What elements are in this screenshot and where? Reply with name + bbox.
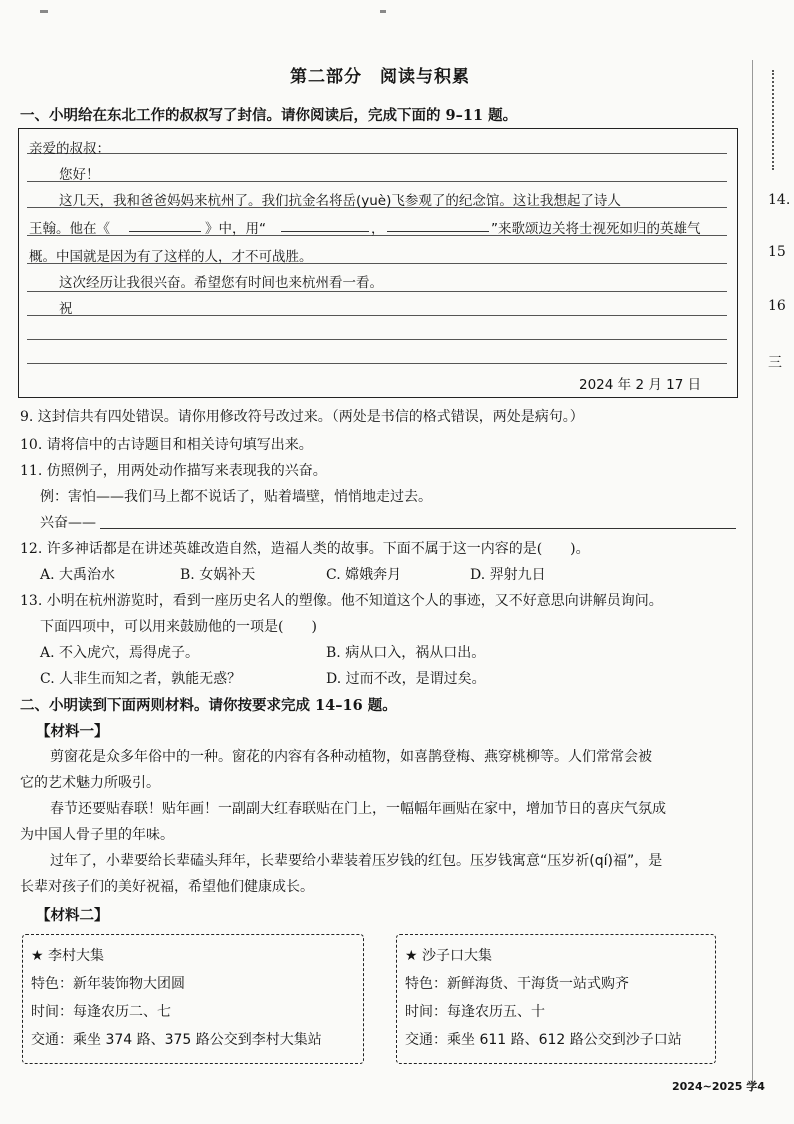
material1-p2-line2: 为中国人骨子里的年味。 <box>20 827 174 843</box>
card2-feature: 特色：新鲜海货、干海货一站式购齐 <box>405 976 629 992</box>
margin-number-14: 14. <box>768 192 791 208</box>
footer-text: 2024~2025 学4 <box>672 1080 765 1093</box>
q12-option-d[interactable]: D. 羿射九日 <box>470 567 546 583</box>
question-13-line1: 13. 小明在杭州游览时，看到一座历史名人的塑像。他不知道这个人的事迹，又不好意思向讲解员询问。 <box>20 593 663 609</box>
binding-line <box>752 60 753 1090</box>
letter-paragraph1-line2-start: 王翰。他在《 <box>29 221 110 237</box>
material1-p2-line1: 春节还要贴春联！贴年画！一副副大红春联贴在门上，一幅幅年画贴在家中，增加节日的喜庆气氛成 <box>50 801 666 817</box>
scan-mark <box>380 10 386 13</box>
q13-option-b[interactable]: B. 病从口入，祸从口出。 <box>326 645 486 661</box>
binding-dots <box>772 70 774 170</box>
question-11-answer-label: 兴奋—— <box>40 515 96 531</box>
part1-heading: 一、小明给在东北工作的叔叔写了封信。请你阅读后，完成下面的 9–11 题。 <box>20 107 518 124</box>
letter-greeting: 您好！ <box>59 167 100 183</box>
letter-comma: ， <box>371 221 385 237</box>
scan-mark <box>40 10 48 13</box>
q12-option-b[interactable]: B. 女娲补天 <box>180 567 256 583</box>
q13-option-c[interactable]: C. 人非生而知之者，孰能无惑？ <box>40 671 242 687</box>
letter-closing: 祝 <box>59 301 73 317</box>
material2-label: 【材料二】 <box>36 907 109 924</box>
margin-number-16: 16 <box>768 298 786 314</box>
card2-time: 时间：每逢农历五、十 <box>405 1004 545 1020</box>
letter-date: 2024 年 2 月 17 日 <box>579 377 702 393</box>
question-13-line2: 下面四项中，可以用来鼓励他的一项是( ) <box>40 619 317 635</box>
material1-p3-line2: 长辈对孩子们的美好祝福，希望他们健康成长。 <box>20 879 314 895</box>
market-card-licun <box>22 934 364 1064</box>
question-12: 12. 许多神话都是在讲述英雄改造自然，造福人类的故事。下面不属于这一内容的是( )。 <box>20 541 590 557</box>
question-9: 9. 这封信共有四处错误。请你用修改符号改过来。（两处是书信的格式错误，两处是病句。） <box>20 409 584 425</box>
card1-title: ★ 李村大集 <box>31 948 105 964</box>
letter-paragraph1-line1: 这几天，我和爸爸妈妈来杭州了。我们抗金名将岳(yuè)飞参观了的纪念馆。这让我想起了诗人 <box>59 193 621 209</box>
material1-p1-line1: 剪窗花是众多年俗中的一种。窗花的内容有各种动植物，如喜鹊登梅、燕穿桃柳等。人们常常会被 <box>50 749 652 765</box>
material1-label: 【材料一】 <box>36 723 109 740</box>
card1-feature: 特色：新年装饰物大团圆 <box>31 976 185 992</box>
market-card-shazikou <box>396 934 716 1064</box>
question-10: 10. 请将信中的古诗题目和相关诗句填写出来。 <box>20 437 313 453</box>
page-title: 第二部分 阅读与积累 <box>290 67 470 87</box>
q13-option-a[interactable]: A. 不入虎穴，焉得虎子。 <box>40 645 200 661</box>
letter-paragraph2: 这次经历让我很兴奋。希望您有时间也来杭州看一看。 <box>59 275 383 291</box>
question-11-example: 例：害怕——我们马上都不说话了，贴着墙壁，悄悄地走过去。 <box>40 489 432 505</box>
letter-paragraph1-line2-mid: 》中，用“ <box>205 221 266 237</box>
poem-title-blank <box>129 231 201 232</box>
q12-option-a[interactable]: A. 大禹治水 <box>40 567 116 583</box>
q13-option-d[interactable]: D. 过而不改，是谓过矣。 <box>326 671 486 687</box>
letter-paragraph1-line2-end: ”来歌颂边关将士视死如归的英雄气 <box>491 221 701 237</box>
poem-line-blank-1 <box>281 231 369 232</box>
material1-p1-line2: 它的艺术魅力所吸引。 <box>20 775 160 791</box>
letter-box <box>18 128 738 398</box>
letter-paragraph1-line3: 概。中国就是因为有了这样的人，才不可战胜。 <box>29 249 313 265</box>
part2-heading: 二、小明读到下面两则材料。请你按要求完成 14–16 题。 <box>20 697 397 714</box>
question-11: 11. 仿照例子，用两处动作描写来表现我的兴奋。 <box>20 463 327 479</box>
q12-option-c[interactable]: C. 嫦娥奔月 <box>326 567 402 583</box>
margin-number-15: 15 <box>768 244 786 260</box>
card2-traffic: 交通：乘坐 611 路、612 路公交到沙子口站 <box>405 1032 682 1048</box>
poem-line-blank-2 <box>387 231 489 232</box>
letter-salutation: 亲爱的叔叔： <box>29 141 110 157</box>
card1-traffic: 交通：乘坐 374 路、375 路公交到李村大集站 <box>31 1032 322 1048</box>
question-11-answer-line[interactable] <box>100 528 736 529</box>
card2-title: ★ 沙子口大集 <box>405 948 493 964</box>
margin-section-3: 三 <box>768 355 782 371</box>
card1-time: 时间：每逢农历二、七 <box>31 1004 171 1020</box>
material1-p3-line1: 过年了，小辈要给长辈磕头拜年，长辈要给小辈装着压岁钱的红包。压岁钱寓意“压岁祈(qí)福”，是 <box>50 853 663 869</box>
